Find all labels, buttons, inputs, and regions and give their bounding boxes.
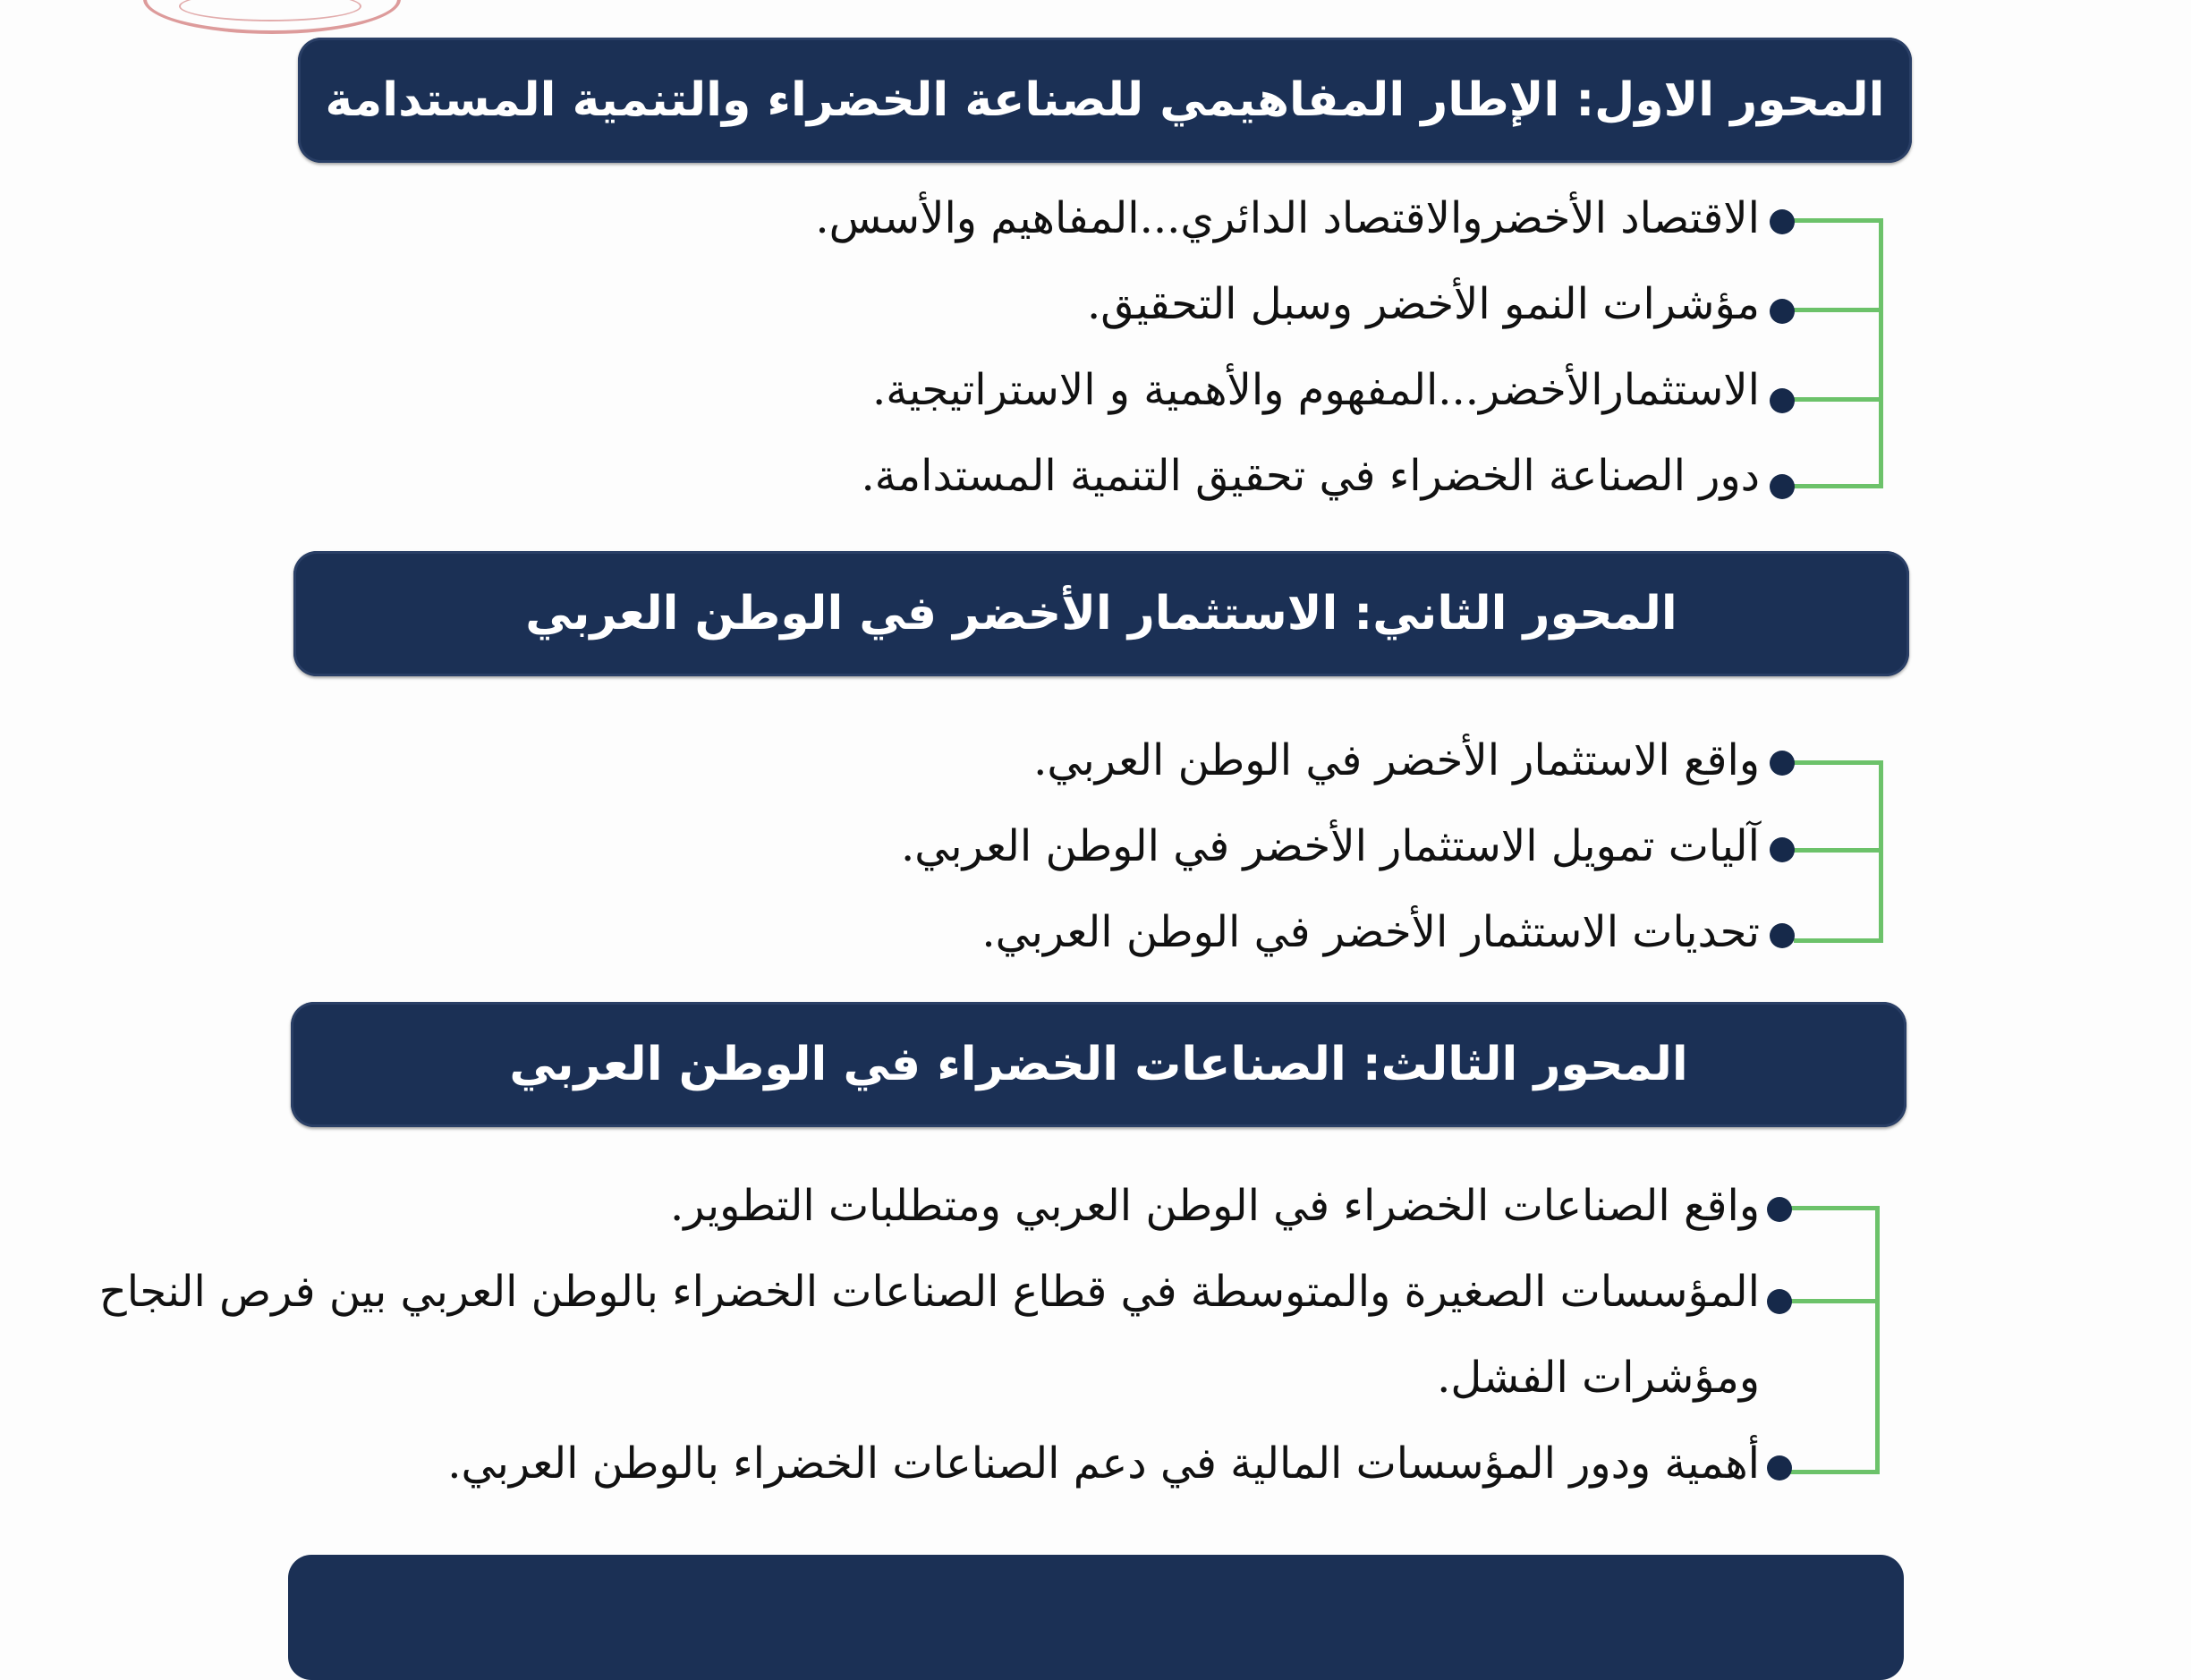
bullet-icon	[1767, 1289, 1792, 1314]
section-2-item-1: واقع الاستثمار الأخضر في الوطن العربي.	[1033, 735, 1760, 785]
section-1-title: المحور الاول: الإطار المفاهيمي للصناعة الخضراء والتنمية المستدامة	[325, 73, 1885, 127]
section-1-connector-2	[1794, 308, 1883, 312]
section-1-item-2: مؤشرات النمو الأخضر وسبل التحقيق.	[1087, 279, 1760, 329]
bullet-icon	[1770, 474, 1795, 499]
section-2-item-2: آليات تمويل الاستثمار الأخضر في الوطن العربي.	[900, 821, 1760, 871]
bullet-icon	[1770, 923, 1795, 948]
section-1-connector-3	[1794, 397, 1883, 402]
section-1-bracket	[1794, 218, 1883, 488]
bullet-icon	[1767, 1455, 1792, 1481]
section-3-item-2: المؤسسات الصغيرة والمتوسطة في قطاع الصناعات الخضراء بالوطن العربي بين فرص النجاح	[98, 1267, 1760, 1317]
bullet-icon	[1770, 751, 1795, 776]
bullet-icon	[1770, 837, 1795, 862]
section-3-title: المحور الثالث: الصناعات الخضراء في الوطن العربي	[509, 1038, 1688, 1091]
bullet-icon	[1770, 388, 1795, 413]
section-4-banner	[288, 1555, 1904, 1680]
section-2-connector-2	[1794, 848, 1883, 853]
bullet-icon	[1770, 299, 1795, 324]
section-3-item-2-continued: ومؤشرات الفشل.	[1437, 1353, 1760, 1403]
section-1-banner	[298, 38, 1912, 163]
section-3-banner	[291, 1002, 1907, 1127]
section-1-item-4: دور الصناعة الخضراء في تحقيق التنمية المستدامة.	[861, 451, 1760, 501]
section-3-item-1: واقع الصناعات الخضراء في الوطن العربي ومتطلبات التطوير.	[670, 1181, 1760, 1231]
section-2-title: المحور الثاني: الاستثمار الأخضر في الوطن العربي	[525, 587, 1677, 641]
bullet-icon	[1770, 209, 1795, 234]
section-2-item-3: تحديات الاستثمار الأخضر في الوطن العربي.	[981, 907, 1760, 957]
section-3-item-3: أهمية ودور المؤسسات المالية في دعم الصناعات الخضراء بالوطن العربي.	[447, 1438, 1760, 1489]
section-1-item-3: الاستثمارالأخضر...المفهوم والأهمية و الاستراتيجية.	[871, 365, 1760, 415]
section-2-banner	[293, 551, 1909, 676]
section-3-connector-2	[1790, 1299, 1880, 1303]
bullet-icon	[1767, 1197, 1792, 1222]
section-3-bracket	[1790, 1206, 1880, 1474]
section-1-item-1: الاقتصاد الأخضروالاقتصاد الدائري...المفاهيم والأسس.	[815, 193, 1760, 243]
